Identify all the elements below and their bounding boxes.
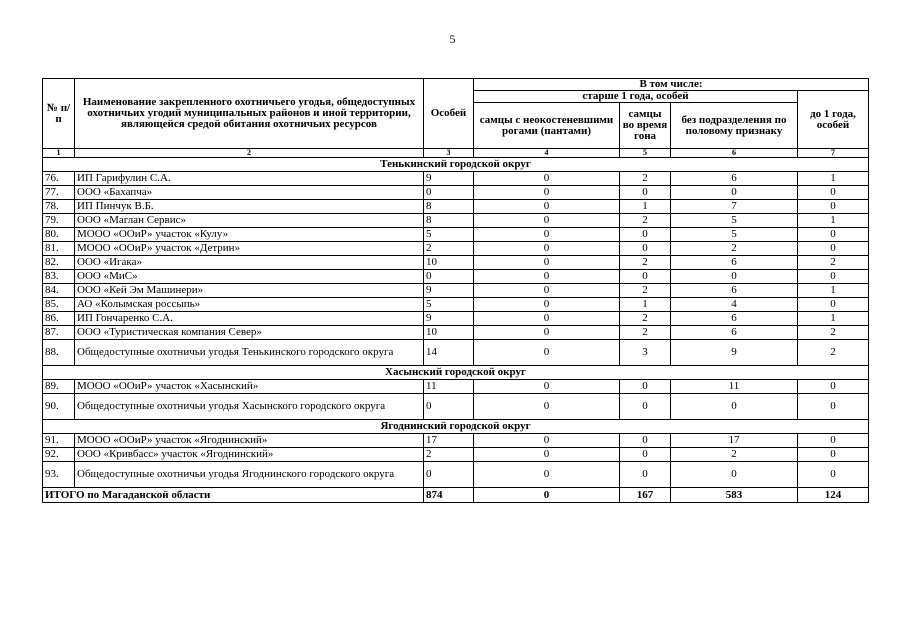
row-rut: 0 <box>620 242 671 256</box>
row-number: 93. <box>43 462 75 488</box>
row-rut: 0 <box>620 270 671 284</box>
total-row <box>43 488 869 503</box>
table-row <box>43 298 869 312</box>
row-rut: 2 <box>620 256 671 270</box>
row-young: 0 <box>798 434 869 448</box>
row-young: 1 <box>798 172 869 186</box>
table-row <box>43 340 869 366</box>
row-total: 0 <box>424 186 474 200</box>
row-rut: 2 <box>620 312 671 326</box>
table-row <box>43 186 869 200</box>
row-rut: 2 <box>620 214 671 228</box>
row-number: 92. <box>43 448 75 462</box>
row-young: 2 <box>798 326 869 340</box>
row-rut: 1 <box>620 200 671 214</box>
column-number: 4 <box>474 149 620 158</box>
section-title: Хасынский городской округ <box>43 366 869 380</box>
section-row <box>43 420 869 434</box>
column-number: 2 <box>75 149 424 158</box>
row-young: 2 <box>798 256 869 270</box>
row-young: 0 <box>798 200 869 214</box>
row-number: 81. <box>43 242 75 256</box>
table-row <box>43 394 869 420</box>
table-header <box>43 79 869 158</box>
row-young: 0 <box>798 448 869 462</box>
row-name: ООО «МиС» <box>75 270 424 284</box>
row-total: 9 <box>424 284 474 298</box>
total-label: ИТОГО по Магаданской области <box>43 488 424 503</box>
row-nosex: 0 <box>671 186 798 200</box>
row-total: 11 <box>424 380 474 394</box>
row-young: 1 <box>798 284 869 298</box>
row-nosex: 17 <box>671 434 798 448</box>
table-row <box>43 242 869 256</box>
page-number: 5 <box>449 32 456 46</box>
row-young: 1 <box>798 214 869 228</box>
row-antlers: 0 <box>474 214 620 228</box>
row-antlers: 0 <box>474 242 620 256</box>
row-name: ООО «Игака» <box>75 256 424 270</box>
header-older: старше 1 года, особей <box>474 91 798 103</box>
section-row <box>43 158 869 172</box>
row-nosex: 6 <box>671 326 798 340</box>
row-nosex: 7 <box>671 200 798 214</box>
table-body <box>43 158 869 488</box>
row-name: МООО «ООиР» участок «Ягоднинский» <box>75 434 424 448</box>
row-nosex: 6 <box>671 312 798 326</box>
row-antlers: 0 <box>474 462 620 488</box>
table-row <box>43 434 869 448</box>
row-nosex: 0 <box>671 394 798 420</box>
row-nosex: 2 <box>671 242 798 256</box>
column-number: 5 <box>620 149 671 158</box>
row-antlers: 0 <box>474 228 620 242</box>
row-antlers: 0 <box>474 312 620 326</box>
row-total: 5 <box>424 228 474 242</box>
row-number: 90. <box>43 394 75 420</box>
header-including: В том числе: <box>474 79 869 91</box>
row-young: 0 <box>798 186 869 200</box>
header-total: Особей <box>424 79 474 149</box>
row-young: 0 <box>798 380 869 394</box>
row-name: ИП Пинчук В.Б. <box>75 200 424 214</box>
row-name: ООО «Кривбасс» участок «Ягоднинский» <box>75 448 424 462</box>
row-antlers: 0 <box>474 172 620 186</box>
row-name: ООО «Кей Эм Машинери» <box>75 284 424 298</box>
table-row <box>43 448 869 462</box>
table-row <box>43 214 869 228</box>
row-name: Общедоступные охотничьи угодья Хасынского городского округа <box>75 394 424 420</box>
row-rut: 0 <box>620 186 671 200</box>
row-nosex: 6 <box>671 256 798 270</box>
row-number: 82. <box>43 256 75 270</box>
total-value: 124 <box>798 488 869 503</box>
header-antlers: самцы с неокостеневшими рогами (пантами) <box>474 103 620 149</box>
row-total: 10 <box>424 256 474 270</box>
row-number: 89. <box>43 380 75 394</box>
row-total: 9 <box>424 172 474 186</box>
row-antlers: 0 <box>474 448 620 462</box>
row-young: 0 <box>798 462 869 488</box>
row-antlers: 0 <box>474 380 620 394</box>
row-antlers: 0 <box>474 200 620 214</box>
column-number: 1 <box>43 149 75 158</box>
row-number: 84. <box>43 284 75 298</box>
table-row <box>43 326 869 340</box>
row-rut: 1 <box>620 298 671 312</box>
total-value: 583 <box>671 488 798 503</box>
table-row <box>43 312 869 326</box>
column-number: 3 <box>424 149 474 158</box>
table-row <box>43 200 869 214</box>
table-row <box>43 380 869 394</box>
row-total: 8 <box>424 214 474 228</box>
row-total: 0 <box>424 394 474 420</box>
row-young: 0 <box>798 394 869 420</box>
row-rut: 0 <box>620 380 671 394</box>
row-name: ИП Гарифулин С.А. <box>75 172 424 186</box>
row-rut: 2 <box>620 172 671 186</box>
row-number: 83. <box>43 270 75 284</box>
table-row <box>43 172 869 186</box>
row-nosex: 5 <box>671 228 798 242</box>
header-name: Наименование закрепленного охотничьего угодья, общедоступных охотничьих угодий муниципальных районов и иной территории, являющейся средой обитания охотничьих ресурсов <box>75 79 424 149</box>
column-number: 7 <box>798 149 869 158</box>
row-antlers: 0 <box>474 270 620 284</box>
row-rut: 0 <box>620 228 671 242</box>
row-total: 9 <box>424 312 474 326</box>
row-total: 2 <box>424 448 474 462</box>
row-antlers: 0 <box>474 186 620 200</box>
row-antlers: 0 <box>474 256 620 270</box>
row-young: 0 <box>798 228 869 242</box>
row-antlers: 0 <box>474 284 620 298</box>
row-total: 2 <box>424 242 474 256</box>
row-rut: 2 <box>620 326 671 340</box>
row-total: 14 <box>424 340 474 366</box>
row-young: 1 <box>798 312 869 326</box>
row-number: 88. <box>43 340 75 366</box>
table-row <box>43 270 869 284</box>
row-nosex: 9 <box>671 340 798 366</box>
header-nosex: без подразделения по половому признаку <box>671 103 798 149</box>
row-number: 77. <box>43 186 75 200</box>
header-rut: самцы во время гона <box>620 103 671 149</box>
row-antlers: 0 <box>474 434 620 448</box>
row-rut: 0 <box>620 394 671 420</box>
row-nosex: 6 <box>671 172 798 186</box>
column-numbers-row <box>43 149 869 158</box>
row-number: 85. <box>43 298 75 312</box>
row-number: 91. <box>43 434 75 448</box>
row-name: ООО «Бахапча» <box>75 186 424 200</box>
row-total: 0 <box>424 462 474 488</box>
hunting-resources-table <box>42 78 869 503</box>
row-nosex: 11 <box>671 380 798 394</box>
row-young: 0 <box>798 270 869 284</box>
header-num: № п/п <box>43 79 75 149</box>
row-name: Общедоступные охотничьи угодья Тенькинского городского округа <box>75 340 424 366</box>
header-young: до 1 года, особей <box>798 91 869 149</box>
row-young: 0 <box>798 242 869 256</box>
row-name: ООО «Туристическая компания Север» <box>75 326 424 340</box>
table-row <box>43 228 869 242</box>
row-number: 78. <box>43 200 75 214</box>
row-total: 10 <box>424 326 474 340</box>
table-row <box>43 462 869 488</box>
row-number: 86. <box>43 312 75 326</box>
row-young: 2 <box>798 340 869 366</box>
row-rut: 0 <box>620 434 671 448</box>
row-total: 0 <box>424 270 474 284</box>
row-nosex: 5 <box>671 214 798 228</box>
row-nosex: 6 <box>671 284 798 298</box>
section-title: Ягоднинский городской округ <box>43 420 869 434</box>
row-name: МООО «ООиР» участок «Хасынский» <box>75 380 424 394</box>
row-rut: 0 <box>620 448 671 462</box>
table-footer <box>43 488 869 503</box>
row-number: 79. <box>43 214 75 228</box>
row-name: ООО «Маглан Сервис» <box>75 214 424 228</box>
row-number: 80. <box>43 228 75 242</box>
table-row <box>43 256 869 270</box>
row-name: МООО «ООиР» участок «Детрин» <box>75 242 424 256</box>
row-total: 8 <box>424 200 474 214</box>
row-rut: 2 <box>620 284 671 298</box>
row-name: ИП Гончаренко С.А. <box>75 312 424 326</box>
row-name: АО «Колымская россыпь» <box>75 298 424 312</box>
row-antlers: 0 <box>474 394 620 420</box>
row-young: 0 <box>798 298 869 312</box>
row-name: Общедоступные охотничьи угодья Ягоднинского городского округа <box>75 462 424 488</box>
total-value: 0 <box>474 488 620 503</box>
row-name: МООО «ООиР» участок «Кулу» <box>75 228 424 242</box>
row-nosex: 0 <box>671 270 798 284</box>
total-value: 874 <box>424 488 474 503</box>
row-rut: 3 <box>620 340 671 366</box>
row-nosex: 4 <box>671 298 798 312</box>
row-total: 17 <box>424 434 474 448</box>
row-antlers: 0 <box>474 340 620 366</box>
row-nosex: 0 <box>671 462 798 488</box>
row-rut: 0 <box>620 462 671 488</box>
row-nosex: 2 <box>671 448 798 462</box>
section-title: Тенькинский городской округ <box>43 158 869 172</box>
row-total: 5 <box>424 298 474 312</box>
total-value: 167 <box>620 488 671 503</box>
table-row <box>43 284 869 298</box>
row-antlers: 0 <box>474 298 620 312</box>
row-antlers: 0 <box>474 326 620 340</box>
section-row <box>43 366 869 380</box>
row-number: 87. <box>43 326 75 340</box>
row-number: 76. <box>43 172 75 186</box>
column-number: 6 <box>671 149 798 158</box>
